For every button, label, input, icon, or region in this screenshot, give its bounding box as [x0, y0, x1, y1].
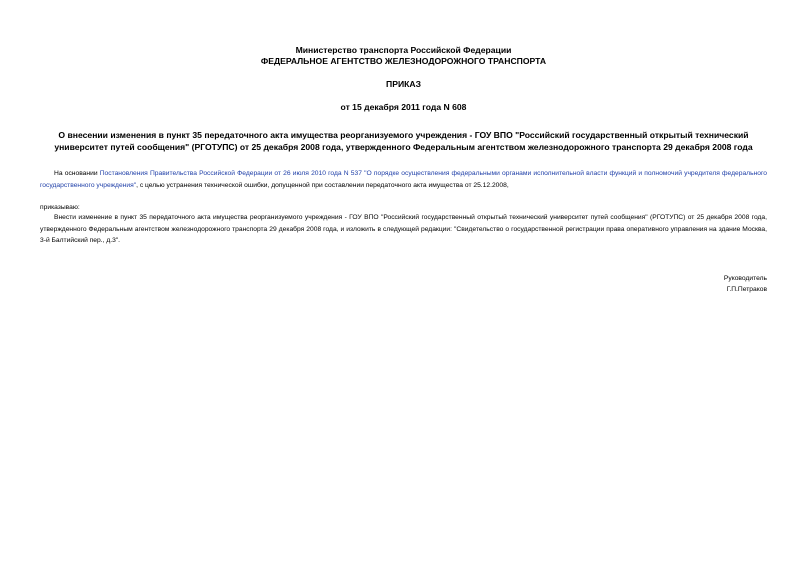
basis-prefix: На основании [54, 170, 100, 177]
signatory-position: Руководитель [723, 275, 767, 282]
signatory-name: Г.П.Петраков [726, 286, 767, 293]
basis-suffix: , с целью устранения технической ошибки, допущенной при составлении передаточного акта имущества от 25.12.2008, [136, 181, 509, 189]
basis-paragraph [40, 168, 767, 191]
document-date-number: от 15 декабря 2011 года N 608 [340, 102, 467, 112]
agency-name: ФЕДЕРАЛЬНОЕ АГЕНТСТВО ЖЕЛЕЗНОДОРОЖНОГО ТРАНСПОРТА [260, 56, 547, 66]
document-type: ПРИКАЗ [386, 79, 421, 89]
government-decree-link[interactable]: Постановления Правительства Российской Федерации от 26 июля 2010 года N 537 "О порядке осуществления федеральными органами исполнительной власти функций и полномочий учредителя федерального государственного учреждения" [40, 170, 767, 189]
orders-paragraph: Внести изменение в пункт 35 передаточного акта имущества реорганизуемого учреждения - ГОУ ВПО "Российский государственный открытый технический университет путей сообщения" (РГОТУПС) от 25 декабря 2008 года, утвержденного Федеральным агентством железнодорожного транспорта 29 декабря 2008 года, и изложить в следующей редакции: "Свидетельство о государственной регистрации права оперативного управления на здание Москва, 3-й Балтийский пер., д.3". [40, 214, 767, 244]
ministry-name: Министерство транспорта Российской Федерации [295, 45, 512, 55]
orders-word: приказываю: [40, 204, 80, 211]
document-title: О внесении изменения в пункт 35 передаточного акта имущества реорганизуемого учреждения - ГОУ ВПО "Российский государственный открытый технический университет путей сообщения" (РГОТУПС) от 25 декабря 2008 года, утвержденного Федеральным агентством железнодорожного транспорта 29 декабря 2008 года [54, 130, 753, 152]
